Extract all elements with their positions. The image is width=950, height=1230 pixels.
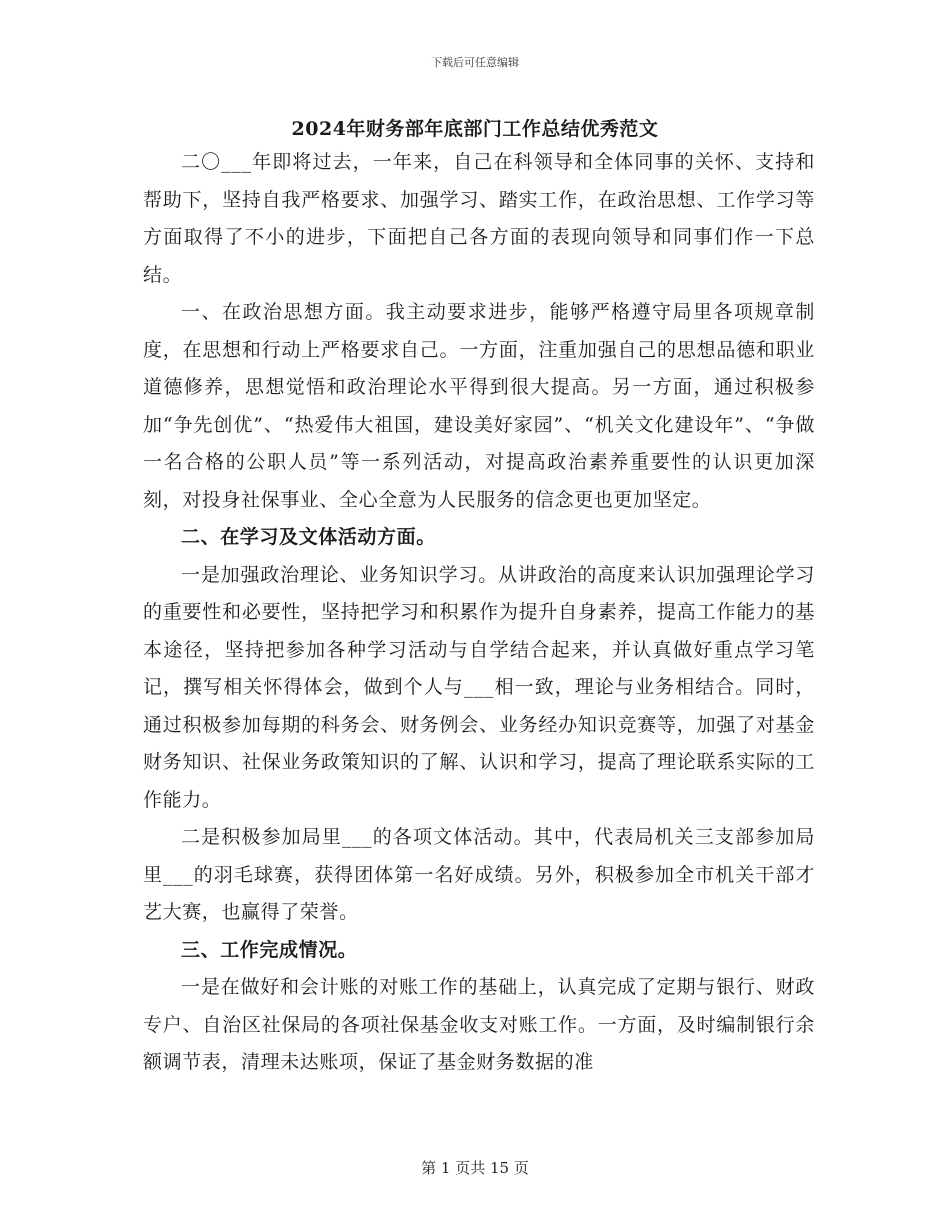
paragraph-reconciliation-work: 一是在做好和会计账的对账工作的基础上，认真完成了定期与银行、财政专户、自治区社保局的各项社保基金收支对账工作。一方面，及时编制银行余额调节表，清理未达账项，保证了基金财务数据的准 — [143, 976, 815, 1073]
paragraph-cultural-activities: 二是积极参加局里___的各项文体活动。其中，代表局机关三支部参加局里___的羽毛球赛，获得团体第一名好成绩。另外，积极参加全市机关干部才艺大赛，也赢得了荣誉。 — [143, 826, 815, 923]
document-body — [143, 144, 815, 1082]
section-heading-study-activities: 二、在学习及文体活动方面。 — [181, 526, 436, 548]
paragraph-intro: 二〇___年即将过去，一年来，自己在科领导和全体同事的关怀、支持和帮助下，坚持自我严格要求、加强学习、踏实工作，在政治思想、工作学习等方面取得了不小的进步，下面把自己各方面的表现向领导和同事们作一下总结。 — [143, 151, 815, 286]
page-header-note: 下载后可任意编辑 — [431, 56, 519, 69]
paragraph-political-thought: 一、在政治思想方面。我主动要求进步，能够严格遵守局里各项规章制度，在思想和行动上严格要求自己。一方面，注重加强自己的思想品德和职业道德修养，思想觉悟和政治理论水平得到很大提高。另一方面，通过积极参加“争先创优”、“热爱伟大祖国，建设美好家园”、“机关文化建设年”、“争做一名合格的公职人员”等一系列活动，对提高政治素养重要性的认识更加深刻，对投身社保事业、全心全意为人民服务的信念更也更加坚定。 — [143, 301, 815, 511]
page-number: 第 1 页共 15 页 — [421, 1159, 529, 1177]
document-title: 2024年财务部年底部门工作总结优秀范文 — [291, 118, 659, 140]
section-heading-work-completion: 三、工作完成情况。 — [181, 938, 358, 961]
paragraph-study-theory: 一是加强政治理论、业务知识学习。从讲政治的高度来认识加强理论学习的重要性和必要性，坚持把学习和积累作为提升自身素养，提高工作能力的基本途径，坚持把参加各种学习活动与自学结合起来，并认真做好重点学习笔记，撰写相关怀得体会，做到个人与___相一致，理论与业务相结合。同时，通过积极参加每期的科务会、财务例会、业务经办知识竞赛等，加强了对基金财务知识、社保业务政策知识的了解、认识和学习，提高了理论联系实际的工作能力。 — [143, 563, 815, 811]
